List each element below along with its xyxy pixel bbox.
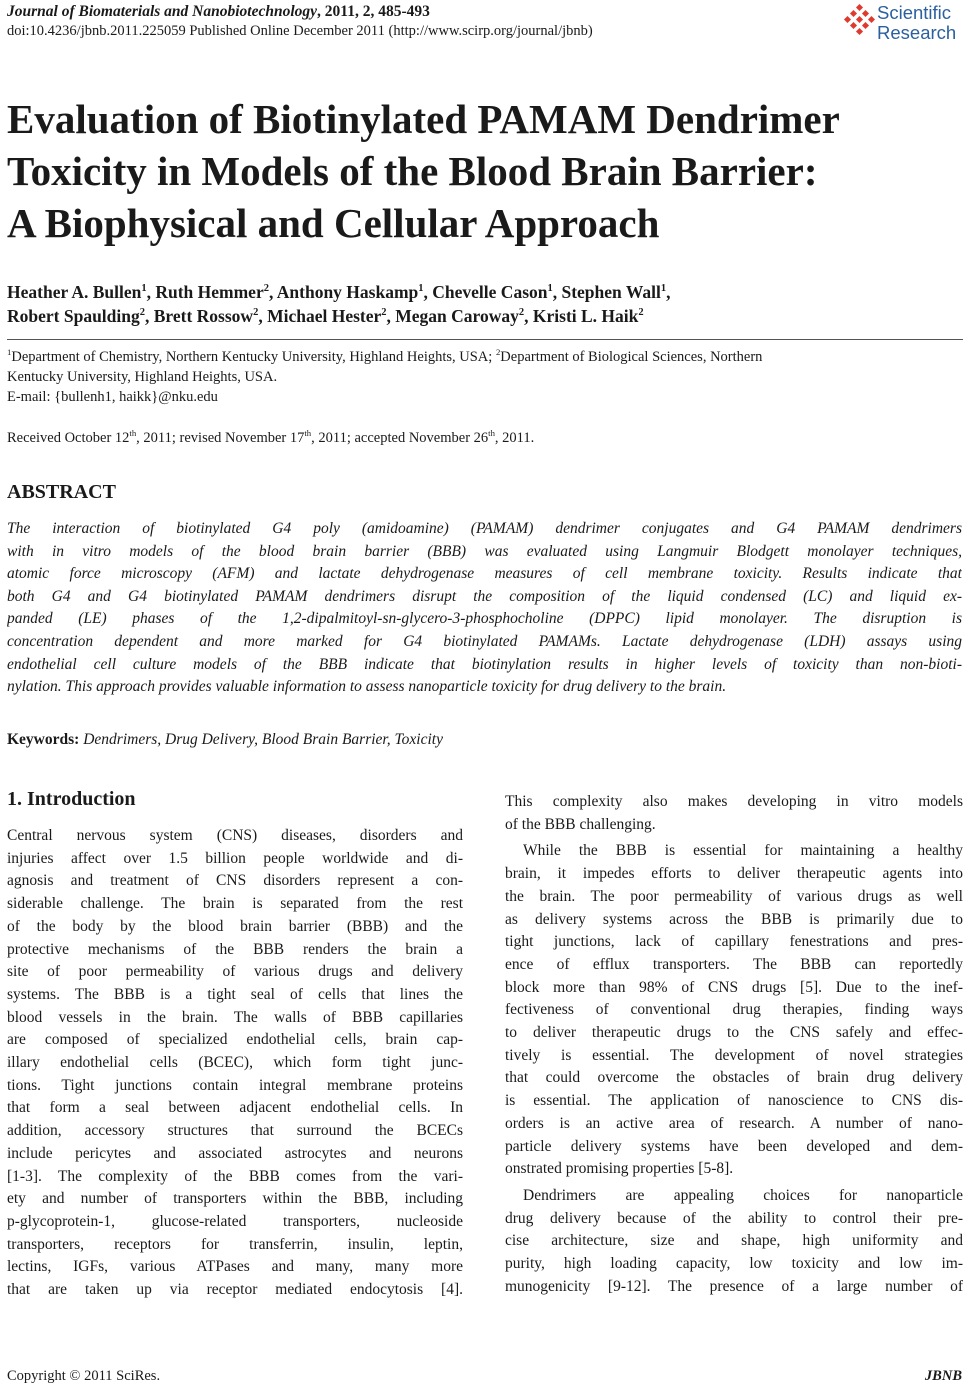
body-line: lectins, IGFs, various ATPases and many, many more (7, 1258, 463, 1276)
footer-journal-abbrev: JBNB (924, 1368, 962, 1384)
author-name: , Brett Rossow (145, 306, 254, 326)
body-line: tight junctions, lack of capillary fenestrations and pres- (505, 933, 963, 951)
abstract-line: nylation. This approach provides valuable information to assess nanoparticle toxicity for drug delivery to the brain. (7, 678, 727, 696)
volume-info: , 2011, 2, 485-493 (317, 3, 430, 20)
doi-line: doi:10.4236/jbnb.2011.225059 Published Online December 2011 (http://www.scirp.org/journal/jbnb) (7, 23, 593, 39)
abstract-line: panded (LE) phases of the 1,2-dipalmitoyl-sn-glycero-3-phosphocholine (DPPC) lipid monolayer. The disruption is (7, 610, 962, 628)
email-line: E-mail: {bullenh1, haikk}@nku.edu (7, 389, 218, 405)
body-line: illary endothelial cells (BCEC), which form tight junc- (7, 1054, 463, 1072)
body-line: onstrated promising properties [5-8]. (505, 1160, 734, 1178)
affil-mark: 2 (495, 347, 501, 358)
body-line: as delivery systems across the BBB is primarily due to (505, 910, 963, 928)
body-line: orders is an active area of research. A number of nano- (505, 1114, 963, 1132)
abstract-line: endothelial cell culture models of the BBB indicate that biotinylation results in higher levels of toxicity than non-bioti- (7, 655, 962, 673)
author-separator: , (666, 282, 671, 302)
keywords-label: Keywords (7, 731, 75, 748)
author-affil-mark: 2 (638, 307, 644, 319)
received-text: , 2011. (494, 430, 535, 446)
title-line: Toxicity in Models of the Blood Brain Barrier: (7, 148, 818, 194)
body-line: block more than 98% of CNS drugs [5]. Due to the inef- (505, 978, 963, 996)
body-line: siderable challenge. The brain is separated from the rest (7, 895, 463, 913)
abstract-line: with in vitro models of the blood brain barrier (BBB) was evaluated using Langmuir Blodgett monolayer techniques, (7, 542, 962, 560)
header-divider (7, 339, 963, 340)
author-name: , Chevelle Cason (423, 282, 548, 302)
affiliation-line (7, 347, 962, 367)
affil-mark: 1 (7, 347, 12, 358)
author-name: , Michael Hester (258, 306, 382, 326)
author-affil-mark: 2 (381, 307, 387, 319)
body-line: that could overcome the obstacles of brain drug delivery (505, 1069, 963, 1087)
body-line: While the BBB is essential for maintaining a healthy (523, 842, 963, 860)
body-line: purity, high loading capacity, low toxicity and low im- (505, 1255, 963, 1273)
keywords (7, 731, 443, 749)
author-list (7, 280, 962, 328)
body-line: brain, it impedes efforts to deliver therapeutic agents into (505, 865, 963, 883)
received-text: , 2011; revised November 17 (136, 430, 305, 446)
author-affil-mark: 2 (263, 283, 269, 295)
journal-name: Journal of Biomaterials and Nanobiotechnology (7, 3, 318, 20)
body-line: This complexity also makes developing in vitro models (505, 793, 963, 810)
publisher-logo-line1: Scientific (877, 2, 952, 23)
body-line: Dendrimers are appealing choices for nanoparticle (523, 1186, 963, 1204)
abstract-heading: ABSTRACT (7, 481, 116, 503)
keywords-text: Dendrimers, Drug Delivery, Blood Brain Barrier, Toxicity (83, 731, 443, 748)
paper-title (7, 93, 962, 249)
body-line: drug delivery because of the ability to control their pre- (505, 1209, 963, 1227)
body-line: of the BBB challenging. (505, 815, 656, 833)
body-line: are composed of specialized endothelial cells, brain cap- (7, 1031, 463, 1049)
author-affil-mark: 2 (518, 307, 525, 319)
author-affil-mark: 2 (139, 307, 145, 319)
received-text: , 2011; accepted November 26 (311, 430, 489, 446)
author-line (7, 304, 962, 328)
body-line: agnosis and treatment of CNS disorders represent a con- (7, 872, 463, 890)
author-affil-mark: 1 (547, 283, 553, 295)
received-dates (7, 430, 534, 447)
body-line: include pericytes and associated astrocytes and neurons (7, 1144, 463, 1162)
body-line: that form a seal between adjacent endothelial cells. In (7, 1099, 463, 1117)
author-affil-mark: 2 (253, 307, 259, 319)
body-line: transporters, receptors for transferrin, insulin, leptin, (7, 1235, 463, 1253)
body-line: tively is essential. The development of novel strategies (505, 1046, 963, 1064)
body-line: tions. Tight junctions contain integral membrane proteins (7, 1076, 463, 1094)
author-affil-mark: 1 (660, 283, 667, 295)
body-line: particle delivery systems have been developed and dem- (505, 1137, 963, 1155)
keywords-separator: : (74, 731, 84, 748)
affiliation-text: Department of Biological Sciences, Northern (500, 349, 763, 365)
author-name: , Stephen Wall (552, 282, 661, 302)
body-line: [1-3]. The complexity of the BBB comes from the vari- (7, 1167, 463, 1185)
body-line: addition, accessory structures that surround the BCECs (7, 1122, 463, 1140)
abstract-body (7, 518, 962, 699)
affiliations (7, 347, 962, 407)
body-line: p-glycoprotein-1, glucose-related transporters, nucleoside (7, 1212, 463, 1230)
author-name: Heather A. Bullen (7, 282, 142, 302)
author-affil-mark: 1 (418, 283, 424, 295)
abstract-line: concentration dependent and more marked for G4 biotinylated PAMAMs. Lactate dehydrogenase (LDH) assays using (7, 632, 962, 650)
body-line: is essential. The application of nanoscience to CNS dis- (505, 1092, 963, 1110)
publisher-logo-line2: Research (877, 22, 957, 43)
affiliation-line: Kentucky University, Highland Heights, USA. (7, 369, 278, 385)
section-heading: 1. Introduction (7, 788, 136, 810)
body-line: of the body by the blood brain barrier (BBB) and the (7, 917, 463, 935)
received-text: Received October 12 (7, 430, 130, 446)
ordinal: th (488, 428, 495, 439)
author-line (7, 280, 962, 304)
author-name: Robert Spaulding (7, 306, 140, 326)
body-line: ety and number of transporters within the BBB, including (7, 1190, 463, 1208)
journal-citation (7, 3, 430, 21)
author-affil-mark: 1 (141, 283, 147, 295)
body-line: fectiveness of conventional drug therapies, finding ways (505, 1001, 963, 1019)
body-line: to deliver therapeutic drugs to the CNS safely and effec- (505, 1024, 963, 1042)
footer-copyright: Copyright © 2011 SciRes. (7, 1368, 161, 1384)
publisher-logo (843, 2, 965, 44)
body-line: injuries affect over 1.5 billion people worldwide and di- (7, 849, 463, 867)
body-column-right (505, 791, 963, 1298)
body-column-left (7, 825, 463, 1302)
body-line: site of poor permeability of various drugs and delivery (7, 963, 463, 981)
publisher-logo-mark (843, 4, 875, 42)
body-line: cise architecture, size and shape, high uniformity and (505, 1232, 963, 1250)
title-line: Evaluation of Biotinylated PAMAM Dendrimer (7, 96, 840, 142)
author-name: , Anthony Haskamp (268, 282, 419, 302)
author-name: , Megan Caroway (386, 306, 519, 326)
author-name: , Kristi L. Haik (524, 306, 639, 326)
ordinal: th (129, 428, 137, 439)
abstract-line: both G4 and G4 biotinylated PAMAM dendrimers disrupt the composition of the liquid condensed (LC) and liquid ex- (7, 587, 962, 605)
author-name: , Ruth Hemmer (146, 282, 264, 302)
affiliation-text: Department of Chemistry, Northern Kentucky University, Highland Heights, USA; (11, 349, 496, 365)
abstract-line: atomic force microscopy (AFM) and lactate dehydrogenase measures of cell membrane toxicity. Results indicate that (7, 565, 962, 583)
body-line: the brain. The poor permeability of various drugs as well (505, 887, 963, 905)
body-line: Central nervous system (CNS) diseases, disorders and (7, 827, 463, 844)
body-line: ence of efflux transporters. The BBB can reportedly (505, 955, 963, 973)
title-line: A Biophysical and Cellular Approach (7, 200, 660, 246)
body-line: munogenicity [9-12]. The presence of a large number of (505, 1277, 963, 1295)
body-line: systems. The BBB is a tight seal of cells that lines the (7, 985, 463, 1003)
ordinal: th (304, 428, 312, 439)
body-line: that are taken up via receptor mediated endocytosis [4]. (7, 1281, 463, 1299)
body-line: blood vessels in the brain. The walls of BBB capillaries (7, 1008, 463, 1026)
abstract-line: The interaction of biotinylated G4 poly (amidoamine) (PAMAM) dendrimer conjugates and G4 PAMAM dendrimers (7, 520, 962, 537)
body-line: protective mechanisms of the BBB renders the brain a (7, 940, 463, 958)
